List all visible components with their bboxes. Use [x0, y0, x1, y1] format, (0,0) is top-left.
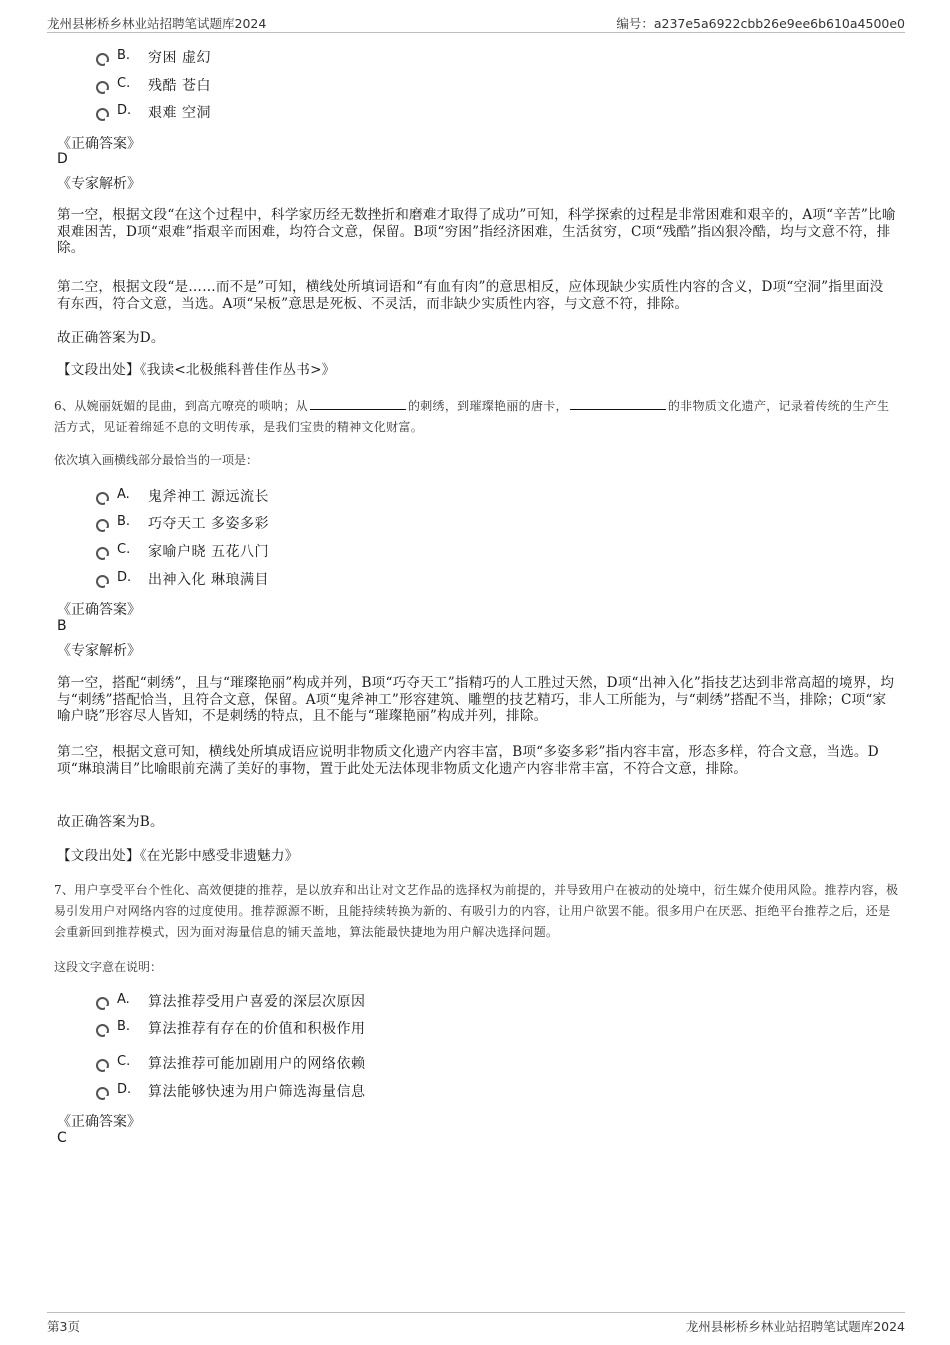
q5-analysis-label: 《专家解析》	[57, 176, 141, 192]
radio-icon[interactable]	[96, 1059, 109, 1072]
q6-analysis-paragraph-1: 第一空，搭配“刺绣”，且与“璀璨艳丽”构成并列，B项“巧夺天工”指精巧的人工胜过天然，D项“出神入化”指技艺达到非常高超的境界，均与“刺绣”搭配恰当，且符合文意，保留。A项“鬼斧神工”形容建筑、雕塑的技艺精巧，非人工所能为，与“刺绣”搭配不当，排除；C项“家喻户晓”形容尽人皆知，不是刺绣的特点，且不能与“璀璨艳丽”构成并列，排除。	[57, 675, 895, 724]
radio-icon[interactable]	[96, 53, 109, 66]
blank-line	[310, 397, 406, 410]
q7-answer: C	[57, 1130, 67, 1146]
q6-analysis-paragraph-2: 第二空，根据文意可知，横线处所填成语应说明非物质文化遗产内容丰富，B项“多姿多彩”指内容丰富，形态多样，符合文意，当选。D项“琳琅满目”比喻眼前充满了美好的事物，置于此处无法体现非物质文化遗产内容非常丰富，不符合文意，排除。	[57, 744, 879, 777]
q5-analysis-paragraph-2: 第二空，根据文段“是……而不是”可知，横线处所填词语和“有血有肉”的意思相反，应体现缺少实质性内容的含义，D项“空洞”指里面没有东西，符合文意，当选。A项“呆板”意思是死板、不灵活，而非缺少实质性内容，与文意不符，排除。	[57, 279, 884, 312]
page-header	[47, 14, 905, 33]
q7-prompt: 这段文字意在说明：	[54, 960, 163, 974]
q6-analysis-conclusion: 故正确答案为B。	[57, 814, 164, 830]
q6-prompt: 依次填入画横线部分最恰当的一项是：	[54, 453, 259, 467]
radio-icon[interactable]	[96, 519, 109, 532]
blank-line	[570, 397, 666, 410]
q7-question: 7、用户享受平台个性化、高效便捷的推荐，是以放弃和出让对文艺作品的选择权为前提的，并导致用户在被动的处境中，衍生媒介使用风险。推荐内容，极易引发用户对网络内容的过度使用。推荐源源不断，且能持续转换为新的、有吸引力的内容，让用户欲罢不能。很多用户在厌恶、拒绝平台推荐之后，还是会重新回到推荐模式，因为面对海量信息的铺天盖地，算法能最快捷地为用户解决选择问题。	[54, 883, 899, 939]
radio-icon[interactable]	[96, 492, 109, 505]
radio-icon[interactable]	[96, 547, 109, 560]
q5-answer-label: 《正确答案》	[57, 136, 141, 152]
q5-analysis-paragraph-1: 第一空，根据文段“在这个过程中，科学家历经无数挫折和磨难才取得了成功”可知，科学探索的过程是非常困难和艰辛的，A项“辛苦”比喻艰难困苦，D项“艰难”指艰辛而困难，均符合文意，保留。B项“穷困”指经济困难，生活贫穷，C项“残酷”指凶狠冷酷，均与文意不符，排除。	[57, 207, 896, 256]
radio-icon[interactable]	[96, 997, 109, 1010]
page-footer	[47, 1312, 905, 1335]
header-code: 编号：a237e5a6922cbb26e9ee6b610a4500e0	[616, 16, 905, 31]
q6-source: 【文段出处】《在光影中感受非遗魅力》	[57, 848, 299, 864]
q7-answer-label: 《正确答案》	[57, 1114, 141, 1130]
q6-answer: B	[57, 618, 67, 634]
q5-answer: D	[57, 151, 68, 167]
footer-page-number: 第3页	[47, 1319, 80, 1334]
radio-icon[interactable]	[96, 1087, 109, 1100]
q5-source: 【文段出处】《我读<北极熊科普佳作丛书>》	[57, 362, 336, 378]
radio-icon[interactable]	[96, 108, 109, 121]
radio-icon[interactable]	[96, 81, 109, 94]
q6-question: 6、从婉丽妩媚的昆曲，到高亢嘹亮的唢呐；从 的刺绣，到璀璨艳丽的唐卡， 的非物质文化遗产，记录着传统的生产生活方式，见证着绵延不息的文明传承，是我们宝贵的精神文化财富。	[54, 399, 890, 434]
q6-analysis-label: 《专家解析》	[57, 643, 141, 659]
footer-title: 龙州县彬桥乡林业站招聘笔试题库2024	[685, 1319, 905, 1334]
q5-analysis-conclusion: 故正确答案为D。	[57, 330, 165, 346]
header-title: 龙州县彬桥乡林业站招聘笔试题库2024	[47, 16, 267, 31]
radio-icon[interactable]	[96, 1024, 109, 1037]
radio-icon[interactable]	[96, 575, 109, 588]
q6-answer-label: 《正确答案》	[57, 602, 141, 618]
